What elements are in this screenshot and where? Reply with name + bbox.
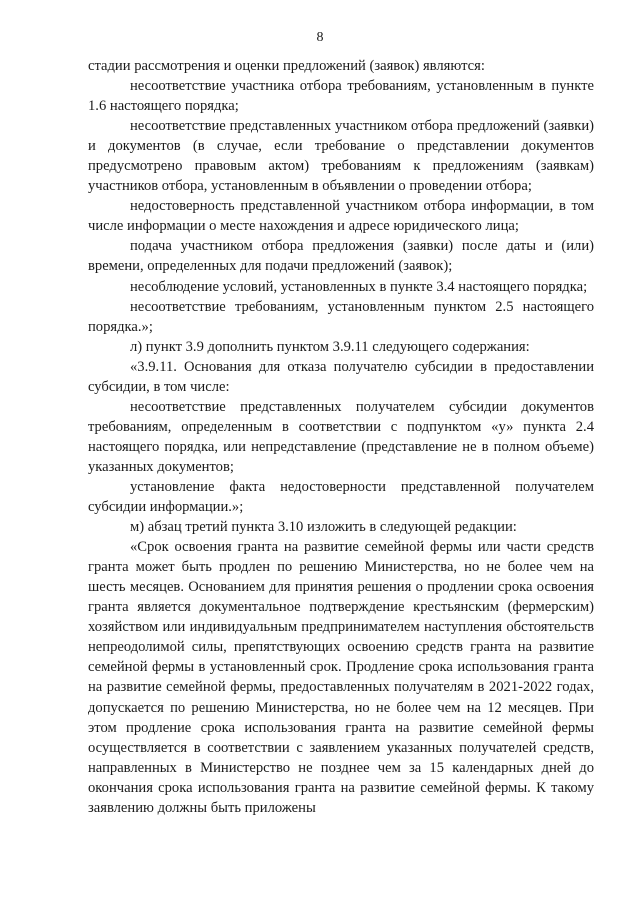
paragraph: «3.9.11. Основания для отказа получателю субсидии в предоставлении субсидии, в том числе: [88,358,594,395]
document-body [88,56,594,818]
paragraph: несоответствие участника отбора требованиям, установленным в пункте 1.6 настоящего порядка; [88,78,594,115]
paragraph: недостоверность представленной участником отбора информации, в том числе информации о месте нахождения и адресе юридического лица; [88,198,594,235]
paragraph: несоответствие требованиям, установленным пунктом 2.5 настоящего порядка.»; [88,298,594,335]
paragraph: м) абзац третий пункта 3.10 изложить в следующей редакции: [130,519,517,536]
paragraph: несоответствие представленных участником отбора предложений (заявки) и документов (в случае, если требование о представлении документов предусмотрено правовым актом) требованиям к предложениям (заявкам) участников отбора, установленным в объявлении о проведении отбора; [88,118,594,195]
paragraph: несоблюдение условий, установленных в пункте 3.4 настоящего порядка; [130,278,588,295]
paragraph: несоответствие представленных получателем субсидии документов требованиям, определенным в соответствии с подпунктом «у» пункта 2.4 настоящего порядка, или непредставление (представление не в полном объеме) указанных документов; [88,398,594,475]
page-number: 8 [316,30,324,45]
paragraph: л) пункт 3.9 дополнить пунктом 3.9.11 следующего содержания: [130,338,530,355]
paragraph: «Срок освоения гранта на развитие семейной фермы или части средств гранта может быть продлен по решению Министерства, но не более чем на шесть месяцев. Основанием для принятия решения о продлении срока освоения гранта является документальное подтверждение крестьянским (фермерским) хозяйством или индивидуальным предпринимателем наступления обстоятельств непреодолимой силы, препятствующих освоению средств гранта на развитие семейной фермы в установленный срок. Продление срока использования гранта на развитие семейной фермы, предоставленных получателям в 2021-2022 годах, допускается по решению Министерства, но не более чем на 12 месяцев. При этом продление срока использования гранта на развитие семейной фермы осуществляется в соответствии с заявлением указанных получателей средств, направленных в Министерство не позднее чем за 15 календарных дней до окончания срока использования гранта на развитие семейной фермы. К такому заявлению должны быть приложены [88,539,594,816]
paragraph: подача участником отбора предложения (заявки) после даты и (или) времени, определенных для подачи предложений (заявок); [88,238,594,275]
paragraph: установление факта недостоверности представленной получателем субсидии информации.»; [88,478,594,516]
paragraph: стадии рассмотрения и оценки предложений (заявок) являются: [88,58,485,74]
